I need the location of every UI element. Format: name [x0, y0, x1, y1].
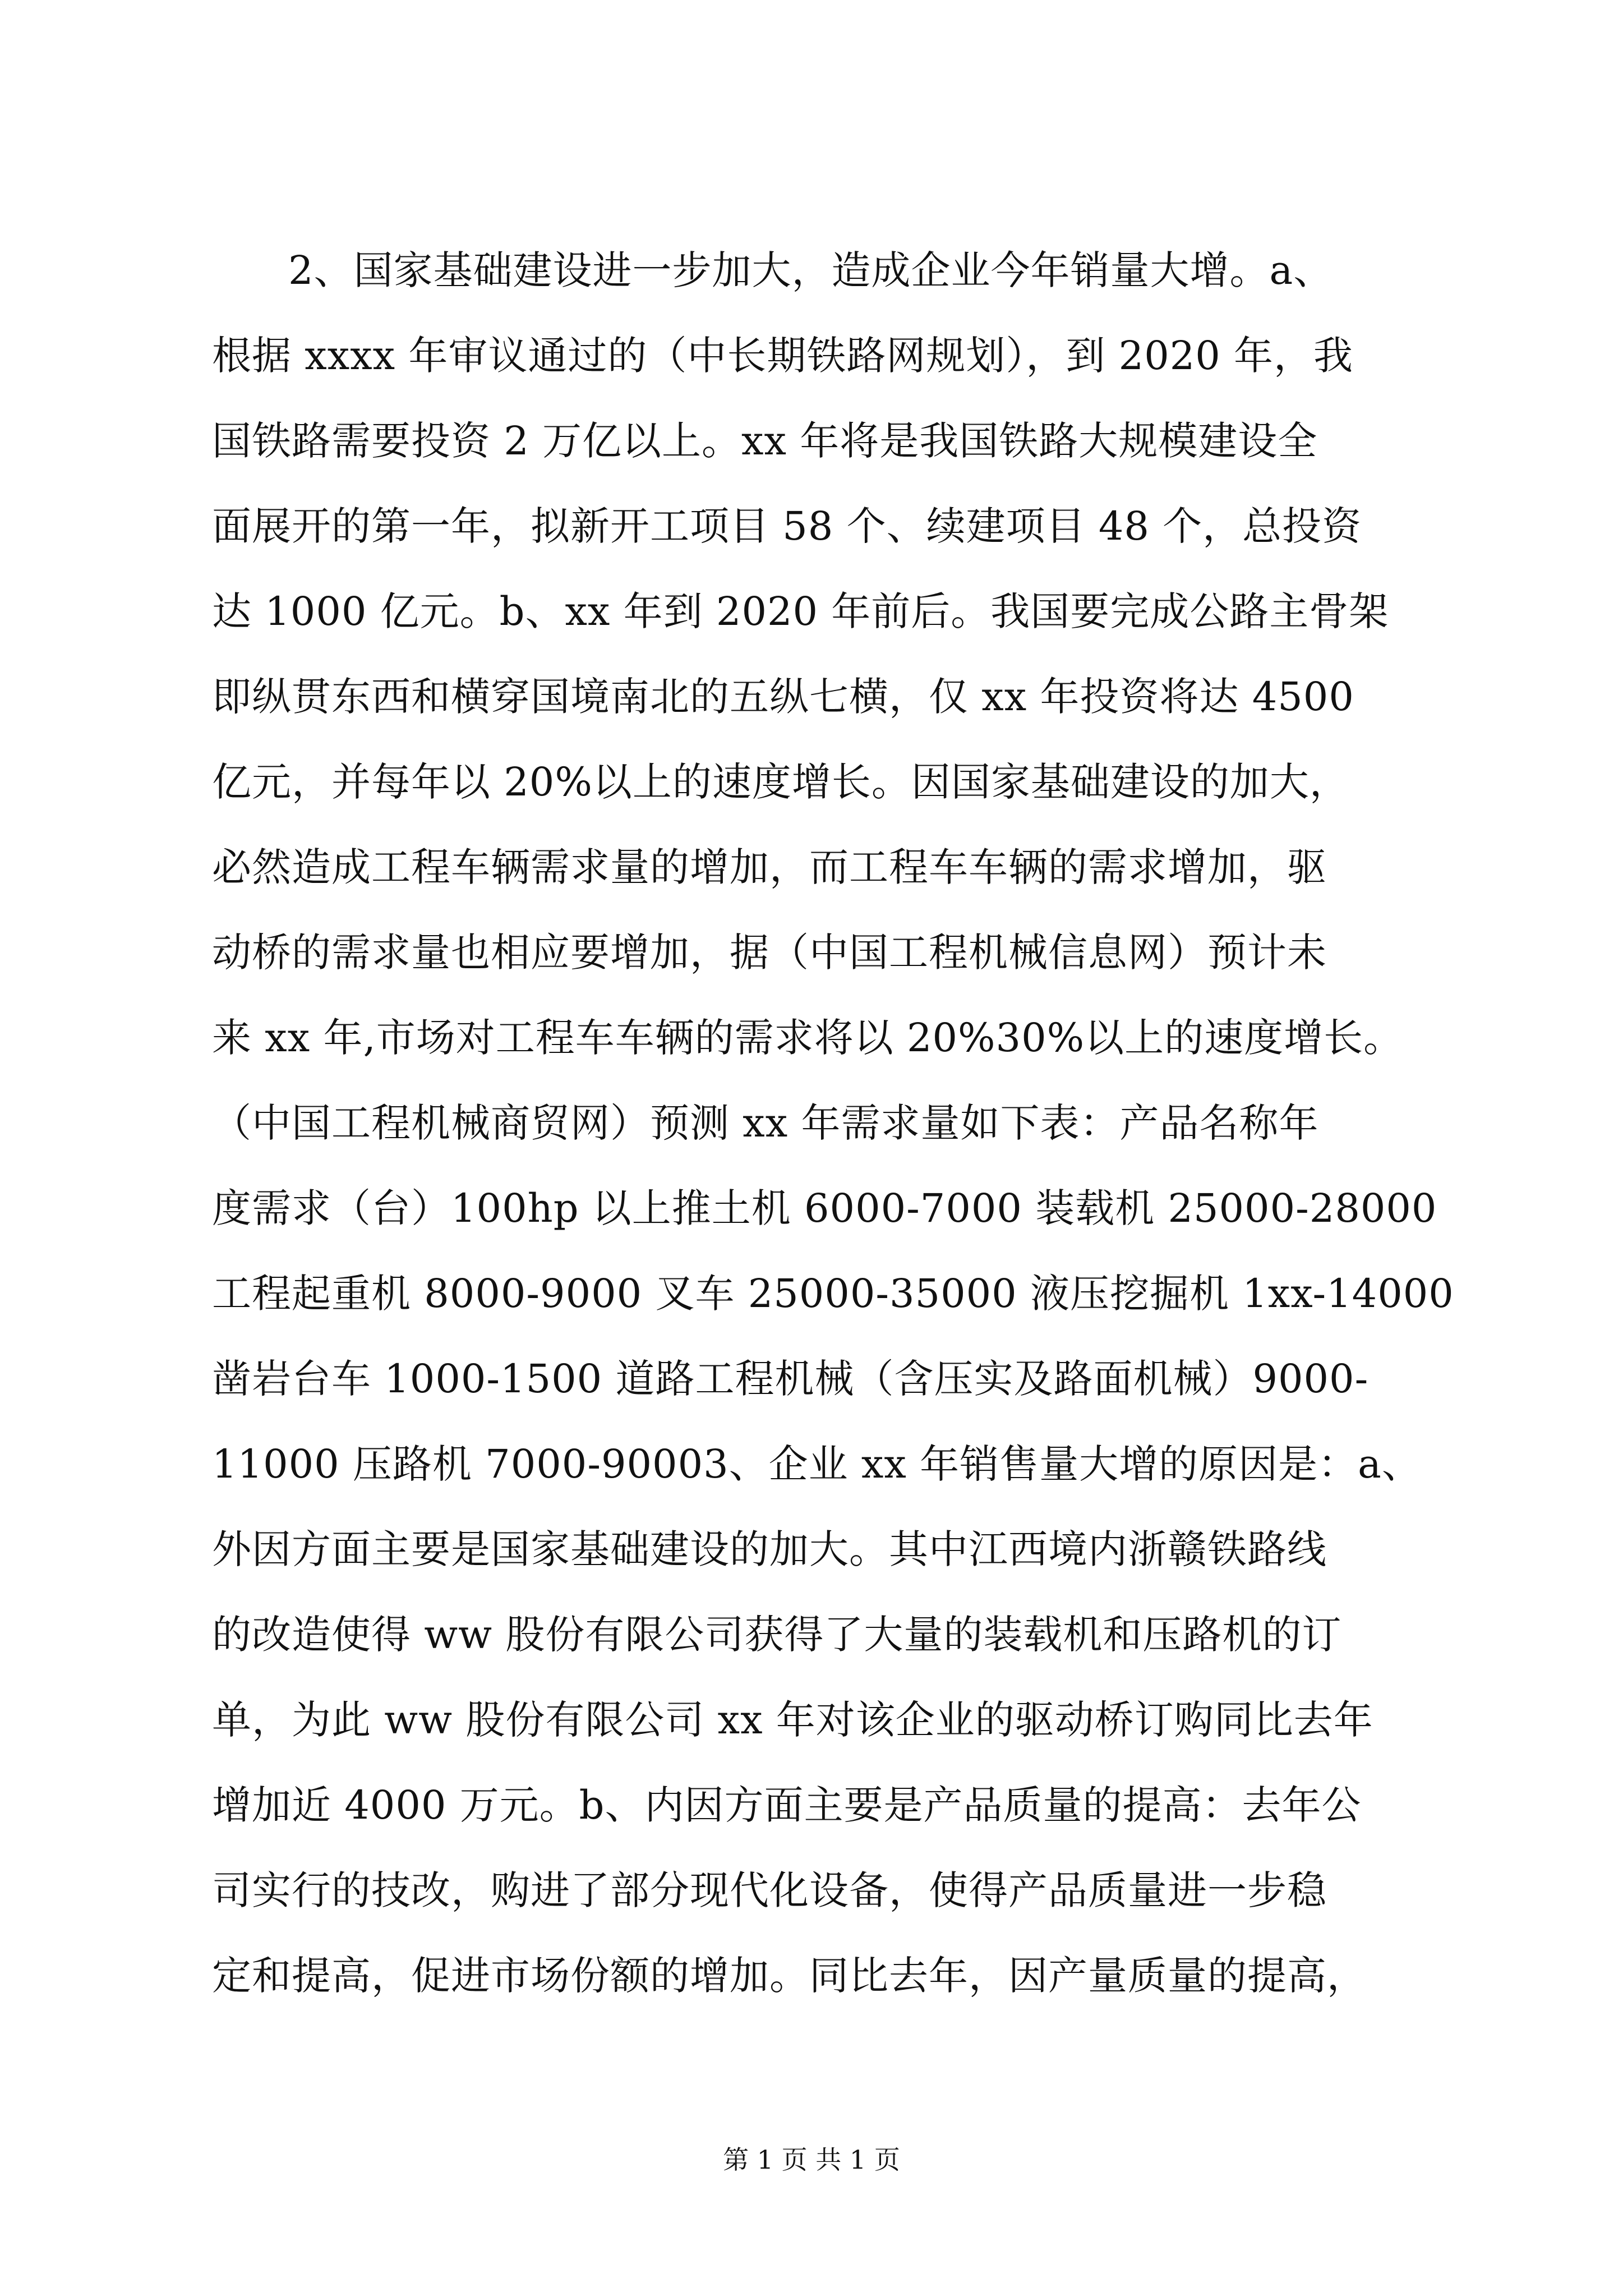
text-line: 司实行的技改，购进了部分现代化设备，使得产品质量进一步稳: [212, 1867, 1327, 1913]
text-line: 11000 压路机 7000-90003、企业 xx 年销售量大增的原因是：a、: [212, 1441, 1422, 1487]
text-line: 定和提高，促进市场份额的增加。同比去年，因产量质量的提高，: [212, 1953, 1367, 1999]
text-line: 凿岩台车 1000-1500 道路工程机械（含压实及路面机械）9000-: [212, 1356, 1369, 1402]
body-paragraph: [212, 228, 1454, 2018]
text-line: 来 xx 年,市场对工程车车辆的需求将以 20%30%以上的速度增长。: [212, 1015, 1404, 1061]
text-line: 单，为此 ww 股份有限公司 xx 年对该企业的驱动桥订购同比去年: [212, 1697, 1373, 1743]
page-number-footer: 第 1 页 共 1 页: [723, 2145, 900, 2175]
text-line: 根据 xxxx 年审议通过的（中长期铁路网规划），到 2020 年，我: [212, 333, 1354, 379]
text-line: 面展开的第一年，拟新开工项目 58 个、续建项目 48 个，总投资: [212, 503, 1362, 549]
text-line: 的改造使得 ww 股份有限公司获得了大量的装载机和压路机的订: [212, 1612, 1342, 1658]
text-line: （中国工程机械商贸网）预测 xx 年需求量如下表：产品名称年: [212, 1100, 1319, 1146]
text-line: 达 1000 亿元。b、xx 年到 2020 年前后。我国要完成公路主骨架: [212, 588, 1389, 634]
text-line: 亿元，并每年以 20%以上的速度增长。因国家基础建设的加大，: [212, 759, 1349, 805]
text-line: 即纵贯东西和横穿国境南北的五纵七横，仅 xx 年投资将达 4500: [212, 674, 1354, 720]
text-line: 增加近 4000 万元。b、内因方面主要是产品质量的提高：去年公: [212, 1782, 1362, 1828]
text-line: 2、国家基础建设进一步加大，造成企业今年销量大增。a、: [288, 247, 1334, 293]
text-line: 国铁路需要投资 2 万亿以上。xx 年将是我国铁路大规模建设全: [212, 418, 1318, 464]
text-line: 工程起重机 8000-9000 叉车 25000-35000 液压挖掘机 1xx-14000: [212, 1271, 1454, 1317]
text-line: 动桥的需求量也相应要增加，据（中国工程机械信息网）预计未: [212, 930, 1327, 976]
text-line: 必然造成工程车辆需求量的增加，而工程车车辆的需求增加，驱: [212, 844, 1327, 890]
text-line: 外因方面主要是国家基础建设的加大。其中江西境内浙赣铁路线: [212, 1526, 1327, 1572]
text-line: 度需求（台）100hp 以上推土机 6000-7000 装载机 25000-28000: [212, 1185, 1437, 1231]
